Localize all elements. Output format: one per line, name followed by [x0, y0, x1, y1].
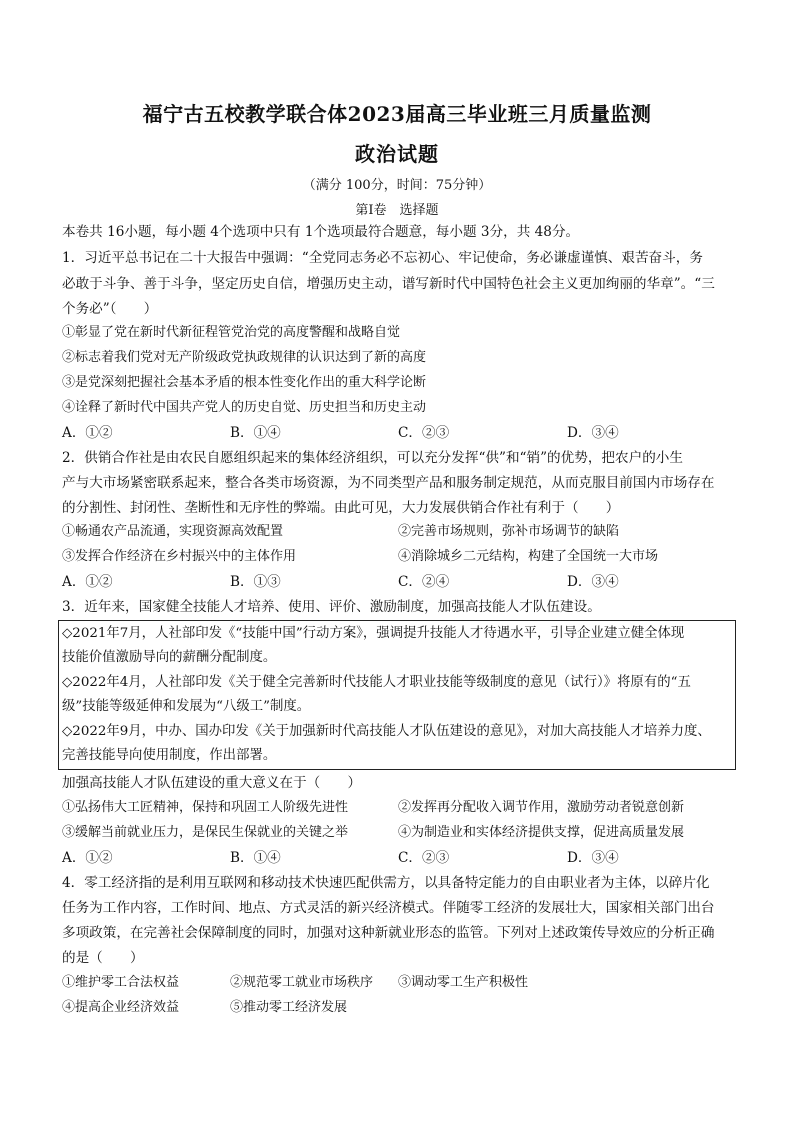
q3-stem: 3．近年来，国家健全技能人才培养、使用、评价、激励制度，加强高技能人才队伍建设。: [62, 599, 601, 615]
q3-option-c: C．②③: [398, 850, 450, 866]
q3-item: ④为制造业和实体经济提供支撑，促进高质量发展: [398, 825, 685, 840]
q4-item: ②规范零工就业市场秩序: [230, 975, 374, 990]
q3-material-line: ◇2021年7月，人社部印发《“技能中国”行动方案》，强调提升技能人才待遇水平，引导企业建立健全体现: [62, 626, 685, 641]
q1-item: ②标志着我们党对无产阶级政党执政规律的认识达到了新的高度: [62, 350, 427, 365]
q4-item: ③调动零工生产积极性: [398, 975, 529, 990]
exam-title: 福宁古五校教学联合体2023届高三毕业班三月质量监测: [142, 102, 652, 126]
q3-item: ①弘扬伟大工匠精神，保持和巩固工人阶级先进性: [62, 800, 349, 815]
q2-option-d: D．③④: [567, 574, 619, 590]
q3-option-a: A．①②: [62, 850, 113, 866]
q1-stem-line: 1．习近平总书记在二十大报告中强调：“全党同志务必不忘初心、牢记使命，务必谦虚谨慎、艰苦奋斗，务: [62, 250, 703, 266]
q3-item: ②发挥再分配收入调节作用，激励劳动者锐意创新: [398, 800, 685, 815]
q1-option-c: C．②③: [398, 425, 450, 441]
q4-stem-line: 多项政策，在完善社会保障制度的同时，加强对这种新就业形态的监管。下列对上述政策传导效应的分析正确: [62, 925, 715, 941]
exam-info: （满分 100分，时间：75分钟）: [302, 178, 492, 193]
q2-item: ③发挥合作经济在乡村振兴中的主体作用: [62, 549, 297, 564]
exam-subtitle: 政治试题: [355, 142, 439, 166]
q2-stem-line: 的分割性、封闭性、垄断性和无序性的弊端。由此可见，大力发展供销合作社有利于（ ）: [62, 500, 620, 516]
q3-material-line: ◇2022年4月，人社部印发《关于健全完善新时代技能人才职业技能等级制度的意见（试行）》将原有的“五: [62, 675, 691, 690]
q3-material-line: ◇2022年9月，中办、国办印发《关于加强新时代高技能人才队伍建设的意见》，对加大高技能人才培养力度、: [62, 724, 711, 739]
q2-item: ②完善市场规则，弥补市场调节的缺陷: [398, 524, 620, 539]
q4-stem-line: 的是（ ）: [62, 950, 144, 966]
q2-item: ①畅通农产品流通，实现资源高效配置: [62, 524, 284, 539]
q2-item: ④消除城乡二元结构，构建了全国统一大市场: [398, 549, 659, 564]
q2-option-c: C．②④: [398, 574, 450, 590]
q4-item: ①维护零工合法权益: [62, 975, 180, 990]
q2-option-b: B．①③: [230, 574, 281, 590]
q3-item: ③缓解当前就业压力，是保民生保就业的关键之举: [62, 825, 349, 840]
q4-stem-line: 4．零工经济指的是利用互联网和移动技术快速匹配供需方，以具备特定能力的自由职业者为主体，以碎片化: [62, 875, 710, 891]
q1-option-b: B．①④: [230, 425, 281, 441]
q1-item: ③是党深刻把握社会基本矛盾的根本性变化作出的重大科学论断: [62, 375, 427, 390]
q3-material-line: 技能价值激励导向的薪酬分配制度。: [62, 650, 277, 665]
q3-option-b: B．①④: [230, 850, 281, 866]
q1-item: ④诠释了新时代中国共产党人的历史自觉、历史担当和历史主动: [62, 400, 427, 415]
q1-stem-line: 个务必”（ ）: [62, 301, 158, 317]
q4-stem-line: 任务为工作内容，工作时间、地点、方式灵活的新兴经济模式。伴随零工经济的发展壮大，国家相关部门出台: [62, 900, 715, 916]
q2-stem-line: 2．供销合作社是由农民自愿组织起来的集体经济组织，可以充分发挥“供”和“销”的优势，把农户的小生: [62, 450, 683, 466]
q1-item: ①彰显了党在新时代新征程管党治党的高度警醒和战略自觉: [62, 325, 401, 340]
q1-stem-line: 必敢于斗争、善于斗争，坚定历史自信，增强历史主动，谱写新时代中国特色社会主义更加绚丽的华章”。“三: [62, 276, 715, 292]
q1-option-a: A．①②: [62, 425, 113, 441]
q1-option-d: D．③④: [567, 425, 619, 441]
q3-material-line: 级”技能等级延伸和发展为“八级工”制度。: [62, 699, 311, 714]
q4-item: ⑤推动零工经济发展: [230, 1000, 348, 1015]
q2-option-a: A．①②: [62, 574, 113, 590]
q3-material-line: 完善技能导向使用制度，作出部署。: [62, 748, 277, 763]
q3-option-d: D．③④: [567, 850, 619, 866]
q2-stem-line: 产与大市场紧密联系起来，整合各类市场资源，为不同类型产品和服务制定规范，从而克服目前国内市场存在: [62, 475, 715, 491]
q4-item: ④提高企业经济效益: [62, 1000, 180, 1015]
q3-question: 加强高技能人才队伍建设的重大意义在于（ ）: [62, 775, 362, 791]
instructions: 本卷共 16小题，每小题 4个选项中只有 1个选项最符合题意，每小题 3分，共 48分。: [62, 224, 580, 240]
section-heading: 第Ⅰ卷 选择题: [355, 203, 439, 218]
